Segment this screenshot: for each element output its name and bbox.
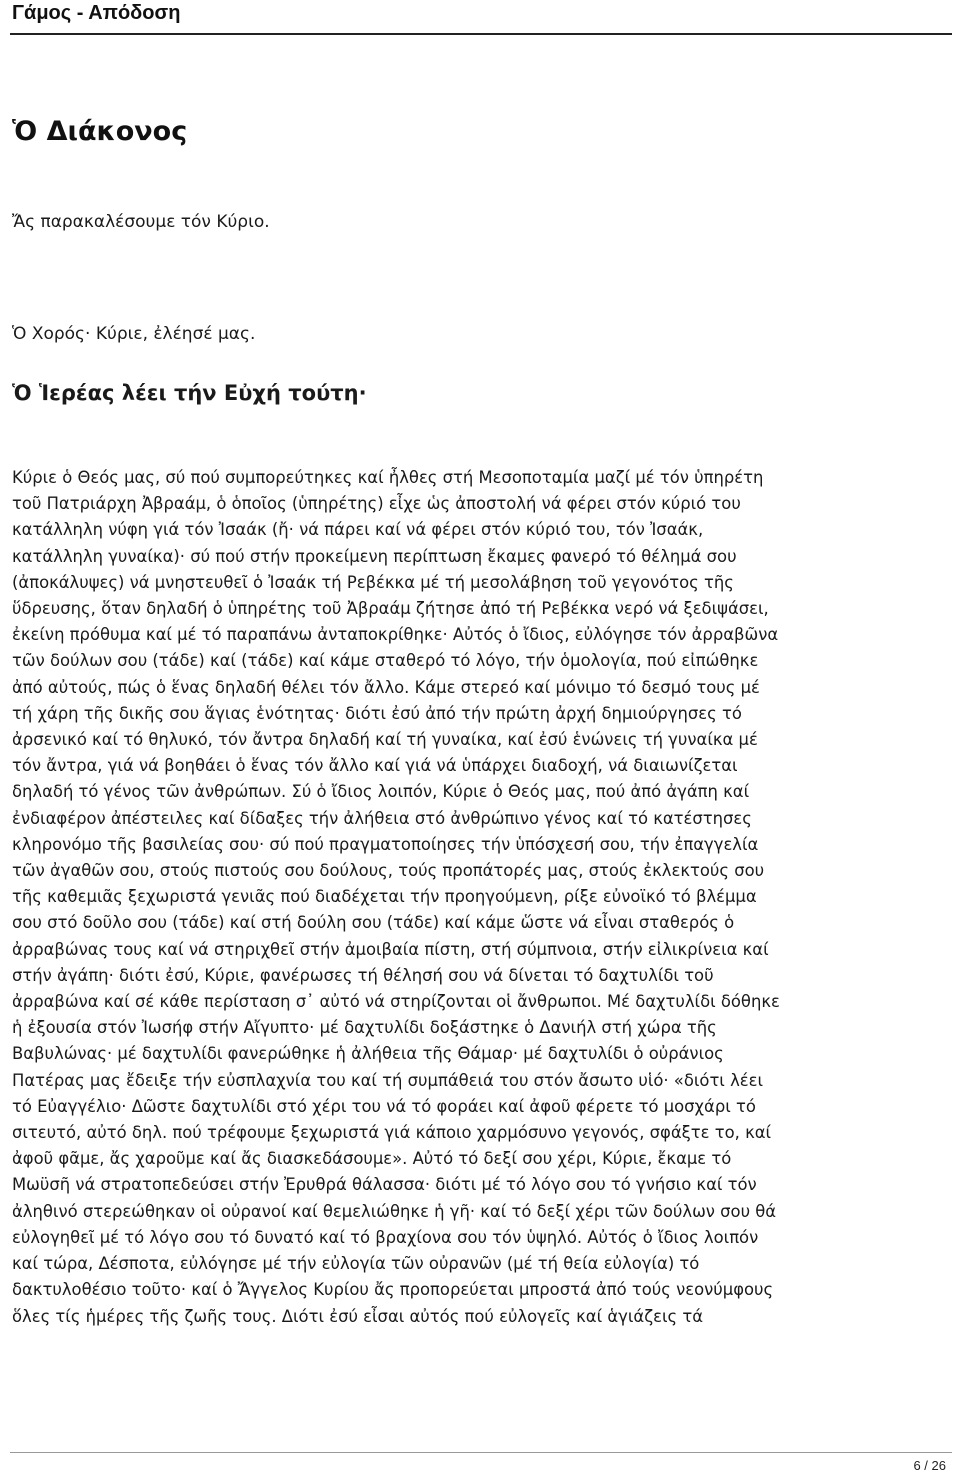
prayer-line: τή χάρη τῆς δικῆς σου ἅγιας ἑνότητας· διότι ἐσύ ἀπό τήν πρώτη ἀρχή δημιούργησες τό	[12, 703, 742, 723]
prayer-line: κατάλληλη γυναίκα)· σύ πού στήν προκείμενη περίπτωση ἔκαμες φανερό τό θέλημά σου	[12, 546, 737, 566]
prayer-line: ἀληθινό στερεώθηκαν οἱ οὐρανοί καί θεμελιώθηκε ἡ γῆ· καί τό δεξί χέρι τῶν δούλων σου θά	[12, 1201, 777, 1221]
header-divider	[10, 33, 952, 35]
choir-response: Ὁ Χορός· Κύριε, ἐλέησέ μας.	[12, 324, 256, 344]
prayer-line: Μωϋσῆ νά στρατοπεδεύσει στήν Ἐρυθρά θάλασσα· διότι μέ τό λόγο σου τό γνήσιο καί τόν	[12, 1175, 757, 1195]
prayer-line: τόν ἄντρα, γιά νά βοηθάει ὁ ἕνας τόν ἄλλο καί γιά νά ὑπάρχει διαδοχή, νά διαιωνίζεται	[12, 756, 738, 776]
prayer-line: Πατέρας μας ἔδειξε τήν εὐσπλαχνία του καί τή συμπάθειά του στόν ἄσωτο υἱό· «διότι λέει	[12, 1070, 764, 1090]
prayer-line: Βαβυλώνας· μέ δαχτυλίδι φανερώθηκε ἡ ἀλήθεια τῆς Θάμαρ· μέ δαχτυλίδι ὁ οὐράνιος	[12, 1044, 724, 1064]
deacon-petition: Ἄς παρακαλέσουμε τόν Κύριο.	[12, 212, 270, 232]
priest-heading: Ὁ Ἱερέας λέει τήν Εὐχή τούτη·	[12, 381, 367, 405]
prayer-line: ἐνδιαφέρον ἀπέστειλες καί δίδαξες τήν ἀλήθεια στό ἀνθρώπινο γένος καί τό κατέστησες	[12, 808, 752, 828]
prayer-line: Κύριε ὁ Θεός μας, σύ πού συμπορεύτηκες καί ἦλθες στή Μεσοποταμία μαζί μέ τόν ὑπηρέτη	[12, 468, 764, 487]
prayer-line: κατάλληλη νύφη γιά τόν Ἰσαάκ (ἤ· νά πάρει καί νά φέρει στόν κύριό του, τόν Ἰσαάκ,	[12, 520, 704, 540]
prayer-line: στήν ἀγάπη· διότι ἐσύ, Κύριε, φανέρωσες τή θέλησή σου νά δίνεται τό δαχτυλίδι τοῦ	[12, 965, 714, 985]
prayer-line: εὐλογηθεῖ μέ τό λόγο σου τό δυνατό καί τό βραχίονα σου τόν ὑψηλό. Αὐτός ὁ ἴδιος λοιπόν	[12, 1227, 759, 1247]
prayer-line: δηλαδή τό γένος τῶν ἀνθρώπων. Σύ ὁ ἴδιος λοιπόν, Κύριε ὁ Θεός μας, πού ἀπό ἀγάπη καί	[12, 782, 750, 802]
prayer-line: ἐκείνη πρόθυμα καί μέ τό παραπάνω ἀνταποκρίθηκε· Αὐτός ὁ ἴδιος, εὐλόγησε τόν ἀρραβῶνα	[12, 625, 779, 645]
prayer-line: ἡ ἐξουσία στόν Ἰωσήφ στήν Αἴγυπτο· μέ δαχτυλίδι δοξάστηκε ὁ Δανιήλ στή χώρα τῆς	[12, 1018, 717, 1038]
prayer-text	[12, 465, 947, 1330]
prayer-line: καί τώρα, Δέσποτα, εὐλόγησε μέ τήν εὐλογία τῶν οὐρανῶν (μέ τή θεία εὐλογία) τό	[12, 1254, 700, 1274]
prayer-line: τοῦ Πατριάρχη Ἀβραάμ, ὁ ὁποῖος (ὑπηρέτης) εἶχε ὡς ἀποστολή νά φέρει στόν κύριό του	[12, 494, 741, 514]
prayer-line: ὕδρευσης, ὅταν δηλαδή ὁ ὑπηρέτης τοῦ Ἀβραάμ ζήτησε ἀπό τή Ρεβέκκα νερό νά ξεδιψάσει,	[12, 599, 769, 619]
document-title: Γάμος - Απόδοση	[12, 2, 181, 24]
prayer-line: κληρονόμο τῆς βασιλείας σου· σύ πού πραγματοποίησες τήν ὑπόσχεσή σου, τήν ἐπαγγελία	[12, 834, 759, 854]
page-number: 6 / 26	[913, 1458, 946, 1473]
prayer-line: σιτευτό, αὐτό δηλ. πού τρέφουμε ξεχωριστά γιά κάποιο χαρμόσυνο γεγονός, σφάξτε το, καί	[12, 1123, 772, 1143]
deacon-heading: Ὁ Διάκονος	[12, 116, 188, 147]
prayer-line: ἀρραβώνας τους καί νά στηριχθεῖ στήν ἀμοιβαία πίστη, στή σύμπνοια, στήν εἰλικρίνεια καί	[12, 939, 769, 959]
prayer-line: τῶν δούλων σου (τάδε) καί (τάδε) καί κάμε σταθερό τό λόγο, τήν ὁμολογία, πού εἰπώθηκε	[12, 651, 759, 671]
prayer-line: ἀφοῦ φᾶμε, ἄς χαροῦμε καί ἄς διασκεδάσουμε». Αὐτό τό δεξί σου χέρι, Κύριε, ἔκαμε τό	[12, 1149, 732, 1169]
prayer-line: ἀρσενικό καί τό θηλυκό, τόν ἄντρα δηλαδή καί τή γυναίκα, καί ἐσύ ἑνώνεις τή γυναίκα μέ	[12, 730, 758, 750]
prayer-line: τῶν ἀγαθῶν σου, στούς πιστούς σου δούλους, τούς προπάτορές μας, στούς ἐκλεκτούς σου	[12, 861, 765, 881]
footer-divider	[10, 1452, 952, 1453]
prayer-line: σου στό δοῦλο σου (τάδε) καί στή δούλη σου (τάδε) καί κάμε ὥστε νά εἶναι σταθερός ὁ	[12, 913, 735, 933]
prayer-line: δακτυλοθέσιο τοῦτο· καί ὁ Ἄγγελος Κυρίου ἄς προπορεύεται μπροστά ἀπό τούς νεονύμφους	[12, 1280, 774, 1300]
prayer-line: τῆς καθεμιᾶς ξεχωριστά γενιᾶς πού διαδέχεται τήν προηγούμενη, ρίξε εὐνοϊκό τό βλέμμα	[12, 887, 757, 907]
prayer-line: τό Εὐαγγέλιο· Δῶστε δαχτυλίδι στό χέρι του νά τό φοράει καί ἀφοῦ φέρετε τό μοσχάρι τό	[12, 1096, 756, 1116]
prayer-line: ὅλες τίς ἡμέρες τῆς ζωῆς τους. Διότι ἐσύ εἶσαι αὐτός πού εὐλογεῖς καί ἁγιάζεις τά	[12, 1306, 704, 1326]
prayer-line: (ἀποκάλυψες) νά μνηστευθεῖ ὁ Ἰσαάκ τή Ρεβέκκα μέ τή μεσολάβηση τοῦ γεγονότος τῆς	[12, 572, 734, 592]
prayer-line: ἀρραβώνα καί σέ κάθε περίσταση σ᾿ αὐτό νά στηρίζονται οἱ ἄνθρωποι. Μέ δαχτυλίδι δόθηκε	[12, 992, 780, 1012]
prayer-line: ἀπό αὐτούς, πώς ὁ ἕνας δηλαδή θέλει τόν ἄλλο. Κάμε στερεό καί μόνιμο τό δεσμό τους μέ	[12, 677, 760, 697]
